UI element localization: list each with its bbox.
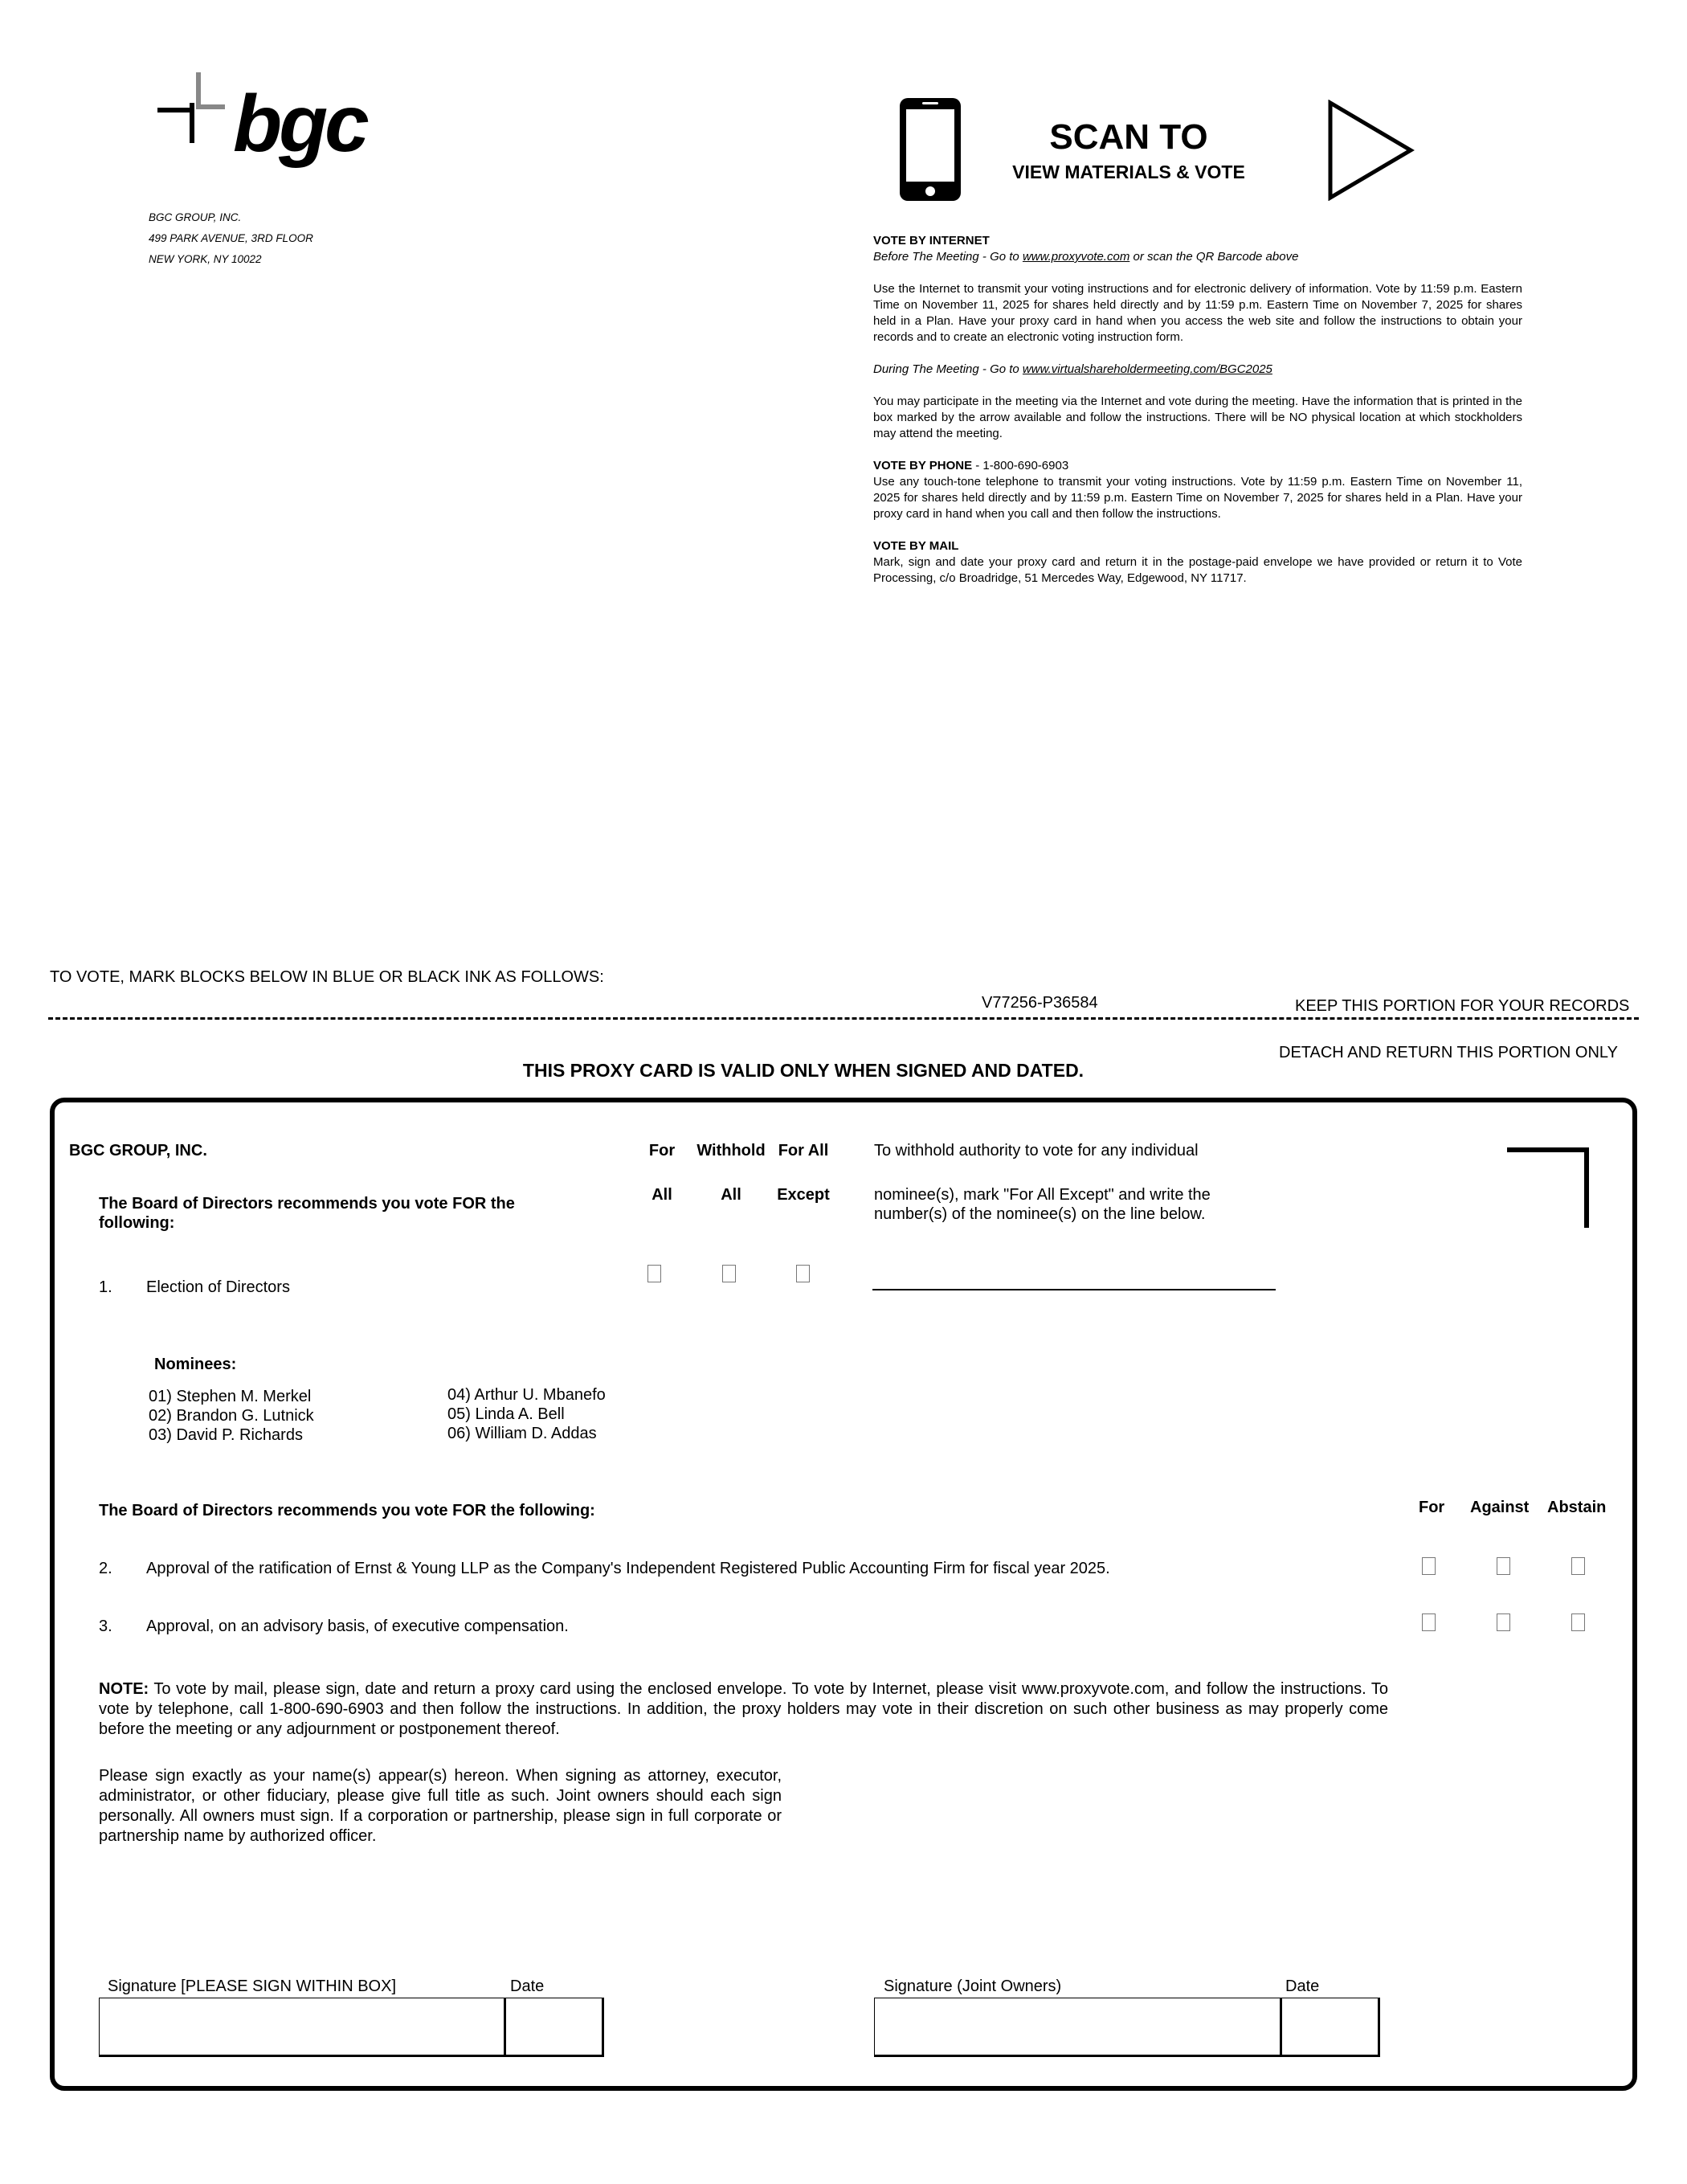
company-name: BGC GROUP, INC.: [149, 211, 242, 223]
nominee: 02) Brandon G. Lutnick: [149, 1407, 314, 1425]
nominee: 05) Linda A. Bell: [447, 1405, 565, 1423]
nominees-label: Nominees:: [154, 1356, 237, 1373]
address-line-2: NEW YORK, NY 10022: [149, 253, 262, 265]
card-company-name: BGC GROUP, INC.: [69, 1142, 207, 1159]
address-line-1: 499 PARK AVENUE, 3RD FLOOR: [149, 232, 313, 244]
logo-cross-icon: [154, 71, 227, 151]
virtual-meeting-link[interactable]: www.virtualshareholdermeeting.com/BGC2025: [1022, 362, 1272, 376]
checkbox-item2-against[interactable]: [1497, 1557, 1510, 1575]
scan-title: SCAN TO: [1049, 117, 1208, 157]
col-abstain: Abstain: [1547, 1499, 1607, 1516]
joint-signature-box[interactable]: [874, 1998, 1282, 2057]
control-code: V77256-P36584: [982, 994, 1098, 1012]
sign-instructions: Please sign exactly as your name(s) appear(s) hereon. When signing as attorney, executor, administrator, or other fiduciary, please give full title as such. Joint owners should each sign personally. All owners must sign. If a corporation or partnership, please sign in full corporate or partnership name by authorized officer.: [99, 1767, 782, 1845]
date-box-1[interactable]: [504, 1998, 604, 2057]
scan-subtitle: VIEW MATERIALS & VOTE: [1012, 162, 1245, 182]
except-nominee-line[interactable]: [872, 1289, 1276, 1290]
nominee: 04) Arthur U. Mbanefo: [447, 1386, 606, 1404]
company-logo: [154, 71, 387, 199]
vote-mail-heading: VOTE BY MAIL: [873, 539, 959, 553]
item-1-text: Election of Directors: [146, 1278, 290, 1296]
item-3-number: 3.: [99, 1618, 112, 1635]
checkbox-for-all[interactable]: [647, 1265, 661, 1282]
checkbox-withhold-all[interactable]: [722, 1265, 736, 1282]
voting-instructions: [873, 233, 1522, 603]
col-for-all: For All: [648, 1142, 676, 1204]
vote-internet-before: Before The Meeting - Go to www.proxyvote.com or scan the QR Barcode above: [873, 250, 1299, 264]
vote-phone-body: Use any touch-tone telephone to transmit your voting instructions. Vote by 11:59 p.m. Eastern Time on November 11, 2025 for shares held directly and by 11:59 p.m. Eastern Time on November 7, 2025 for shares held in a Plan. Have your proxy card in hand when you call and then follow the instructions.: [873, 475, 1522, 521]
vote-mail-body: Mark, sign and date your proxy card and return it in the postage-paid envelope we have provided or return it to Vote Processing, c/o Broadridge, 51 Mercedes Way, Edgewood, NY 11717.: [873, 555, 1522, 585]
phone-icon: [898, 96, 962, 207]
detach-line: [48, 1017, 1639, 1020]
keep-portion-label: KEEP THIS PORTION FOR YOUR RECORDS: [1295, 997, 1630, 1015]
nominee: 03) David P. Richards: [149, 1426, 303, 1444]
date-box-2[interactable]: [1281, 1998, 1380, 2057]
item-2-number: 2.: [99, 1560, 112, 1577]
nominee: 01) Stephen M. Merkel: [149, 1388, 312, 1405]
mark-instructions: TO VOTE, MARK BLOCKS BELOW IN BLUE OR BLACK INK AS FOLLOWS:: [50, 968, 604, 986]
nominee: 06) William D. Addas: [447, 1425, 597, 1442]
checkbox-item3-against[interactable]: [1497, 1613, 1510, 1631]
signature-label: Signature [PLEASE SIGN WITHIN BOX]: [108, 1977, 397, 1995]
col-for-all-except: For All Except: [777, 1142, 830, 1204]
col-for: For: [1419, 1499, 1445, 1516]
item-3-text: Approval, on an advisory basis, of executive compensation.: [146, 1618, 569, 1635]
vote-internet-body: Use the Internet to transmit your voting instructions and for electronic delivery of information. Vote by 11:59 p.m. Eastern Time on November 11, 2025 for shares held directly and by 11:59 p.m. Eastern Time on November 7, 2025 for shares held in a Plan. Have your proxy card in hand when you access the web site and follow the instructions to obtain your records and to create an electronic voting instruction form.: [873, 282, 1522, 344]
nominees-list-left: [149, 1387, 314, 1445]
checkbox-item2-for[interactable]: [1422, 1557, 1436, 1575]
withhold-instruction: To withhold authority to vote for any individual nominee(s), mark "For All Except" and write the number(s) of the nominee(s) on the line below.: [874, 1142, 1211, 1223]
checkbox-item2-abstain[interactable]: [1571, 1557, 1585, 1575]
corner-mark-icon: [1507, 1147, 1591, 1235]
logo-text: bgc: [233, 79, 366, 169]
nominees-list-right: [447, 1385, 606, 1443]
item-1-number: 1.: [99, 1278, 112, 1296]
signature-box[interactable]: [99, 1998, 506, 2057]
checkbox-for-all-except[interactable]: [796, 1265, 810, 1282]
vote-phone-heading: VOTE BY PHONE - 1-800-690-6903: [873, 459, 1069, 472]
date-label-2: Date: [1285, 1977, 1320, 1995]
checkbox-item3-abstain[interactable]: [1571, 1613, 1585, 1631]
company-address: [149, 207, 313, 270]
vote-internet-heading: VOTE BY INTERNET: [873, 234, 990, 247]
vote-internet-during-body: You may participate in the meeting via the Internet and vote during the meeting. Have the information that is printed in the box marked by the arrow available and follow the instructions. There will be NO physical location at which stockholders may attend the meeting.: [873, 395, 1522, 440]
proxyvote-link[interactable]: www.proxyvote.com: [1022, 250, 1130, 264]
item-2-text: Approval of the ratification of Ernst & Young LLP as the Company's Independent Registered Public Accounting Firm for fiscal year 2025.: [146, 1560, 1110, 1577]
proxy-card: [50, 1098, 1637, 2091]
board-recommendation-1: The Board of Directors recommends you vote FOR the following:: [99, 1195, 515, 1232]
checkbox-item3-for[interactable]: [1422, 1613, 1436, 1631]
detach-portion-label: DETACH AND RETURN THIS PORTION ONLY: [1279, 1044, 1618, 1061]
play-arrow-icon: [1327, 100, 1415, 205]
col-withhold-all: Withhold All: [696, 1142, 766, 1204]
note-text: NOTE: To vote by mail, please sign, date and return a proxy card using the enclosed envelope. To vote by Internet, please visit www.proxyvote.com, and follow the instructions. To vote by telephone, call 1-800-690-6903 and then follow the instructions. In addition, the proxy holders may vote in their discretion on such other business as may properly come before the meeting or any adjournment or postponement thereof.: [99, 1680, 1388, 1738]
date-label-1: Date: [510, 1977, 545, 1995]
col-against: Against: [1470, 1499, 1530, 1516]
joint-signature-label: Signature (Joint Owners): [884, 1977, 1062, 1995]
vote-internet-during: During The Meeting - Go to www.virtualshareholdermeeting.com/BGC2025: [873, 362, 1272, 376]
board-recommendation-2: The Board of Directors recommends you vote FOR the following:: [99, 1502, 595, 1519]
valid-notice: THIS PROXY CARD IS VALID ONLY WHEN SIGNED AND DATED.: [522, 1060, 1084, 1081]
